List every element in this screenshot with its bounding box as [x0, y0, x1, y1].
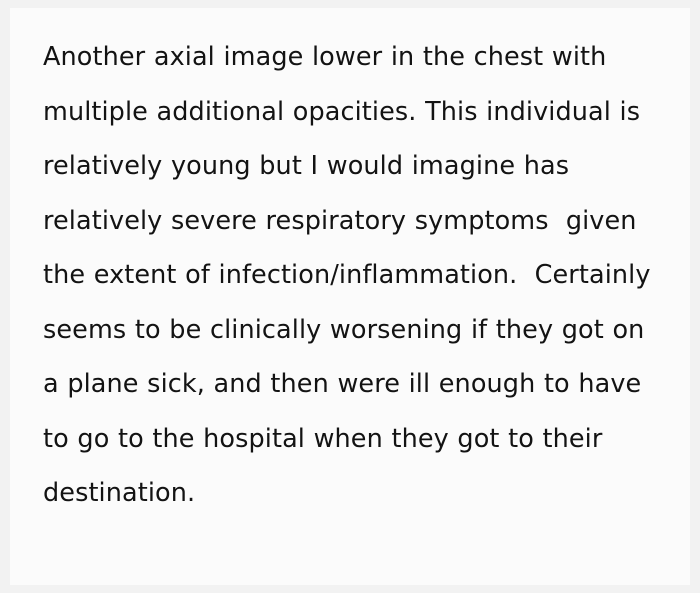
document-body-text: Another axial image lower in the chest with multiple additional opacities. This individual is relatively young but I would imagine has relatively severe respiratory symptoms given the extent of infection/inflammation. Certainly seems to be clinically worsening if they got on a plane sick, and then were ill enough to have to go to the hospital when they got to their destination.: [43, 42, 660, 508]
text-card: [10, 8, 690, 585]
